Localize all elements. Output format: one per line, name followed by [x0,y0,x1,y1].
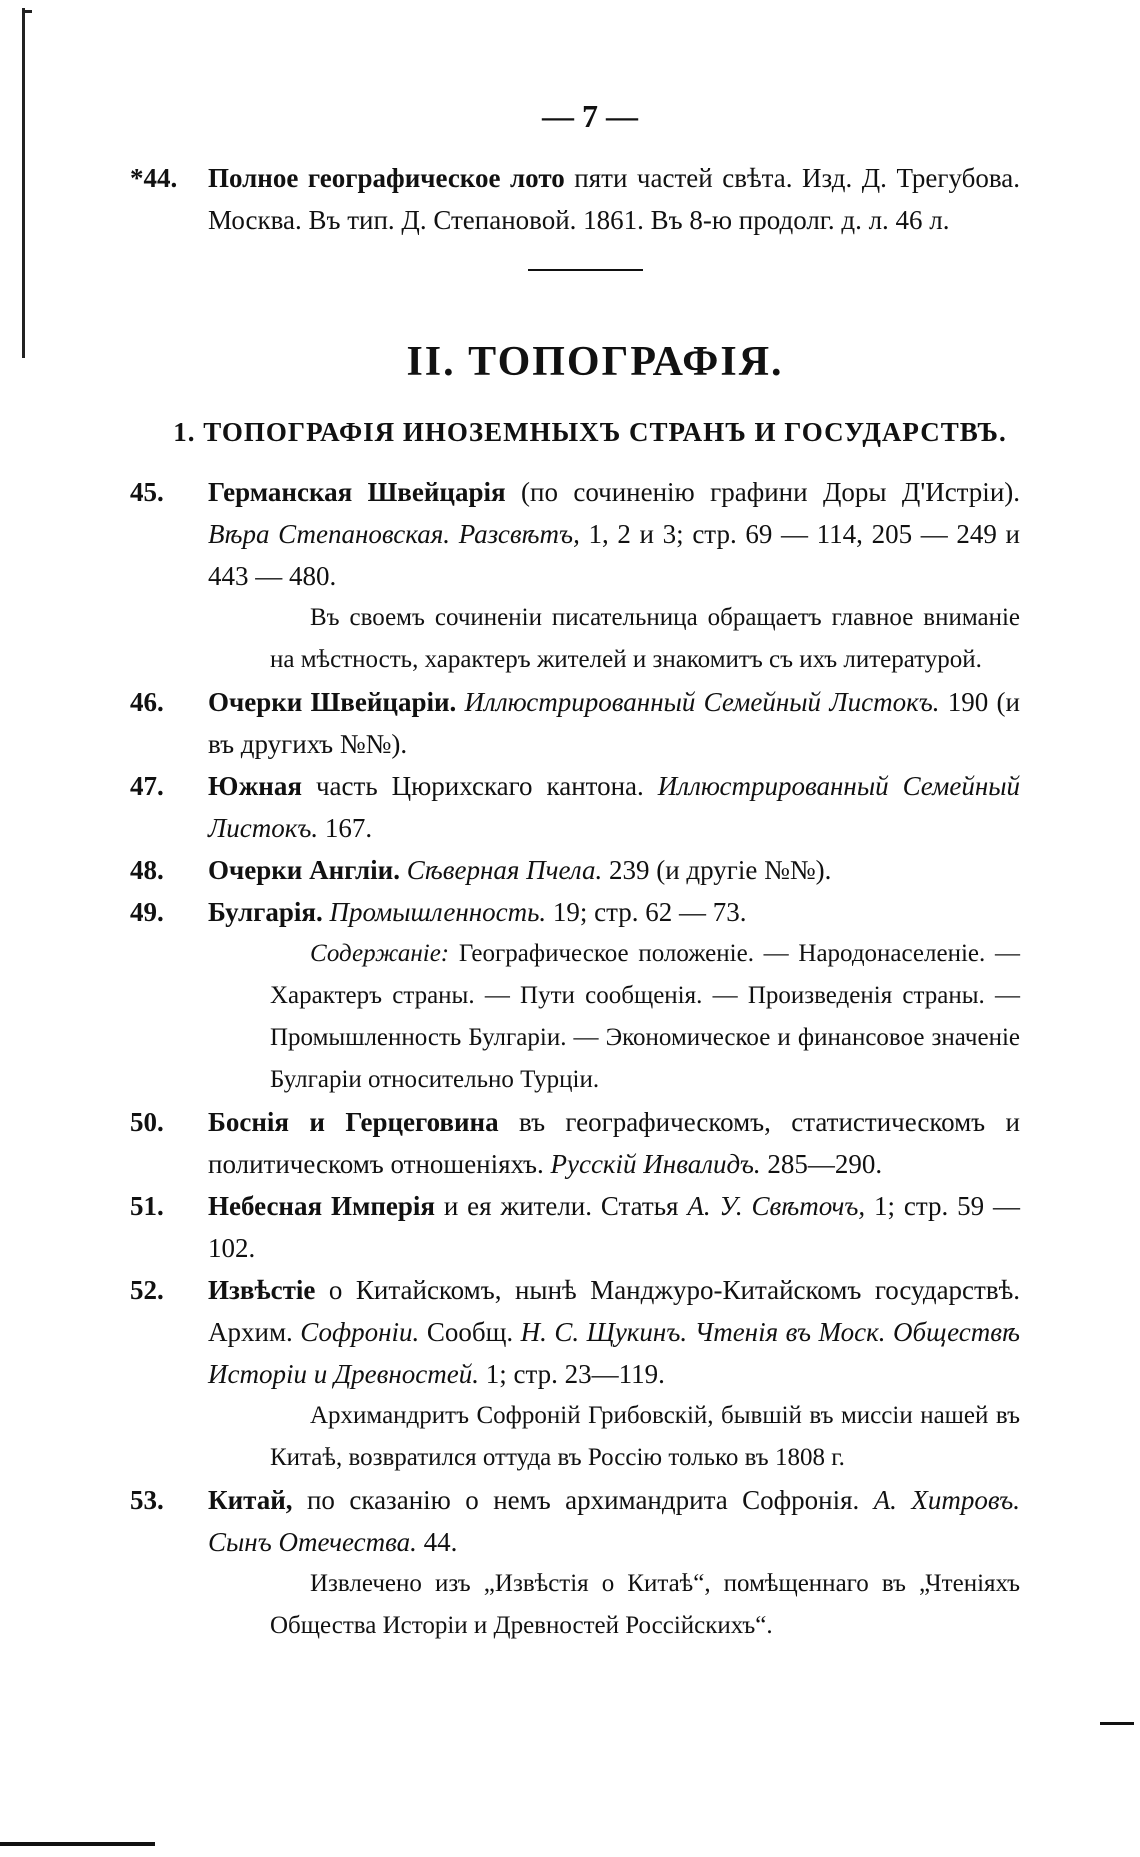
entry-44 [130,157,1020,241]
entry-source: Сѣверная Пчела. [400,855,603,885]
entry-pages: 190 (и въ другихъ №№). [208,687,1020,759]
entry-49 [130,891,1020,933]
left-margin-rule [22,8,25,358]
entry-title: Германская Швейцарія [208,477,506,507]
entry-45 [130,471,1020,597]
entry-source: Русскій Инвалидъ. [550,1149,761,1179]
entry-source: Иллюстрированный Семейный Листокъ. [456,687,940,717]
entry-number: 50. [130,1107,164,1137]
entry-pages: 1; стр. 59 — 102. [208,1191,1020,1263]
entry-source: Иллюстрированный Семейный Листокъ. [208,771,1021,843]
entry-pages: 1; стр. 23—119. [478,1359,665,1389]
entry-text: Сообщ. [419,1317,521,1347]
entry-number: 47. [130,771,164,801]
entry-pages: 1, 2 и 3; стр. 69 — 114, 205 — 249 и 443 — 480. [208,519,1021,591]
entry-source: А. Хитровъ. Сынъ Отечества. [208,1485,1020,1557]
bottom-margin-rule [0,1842,155,1846]
entry-number: 49. [130,897,164,927]
entry-source: Н. С. Щукинъ. Чтенія въ Моск. Обществѣ Исторіи и Древностей. [208,1317,1020,1389]
entry-51 [130,1185,1020,1269]
entry-title: Южная [208,771,302,801]
entry-text: часть Цюрихскаго кантона. [301,771,658,801]
entry-title: Китай, [208,1485,293,1515]
entry-author: Софроніи. [300,1317,420,1347]
entry-source: Промышленность. [322,897,547,927]
entry-title: Очерки Англіи. [208,855,400,885]
subsection-title: 1. ТОПОГРАФІЯ ИНОЗЕМНЫХЪ СТРАНЪ И ГОСУДАРСТВЪ. [173,417,1007,447]
entry-52-note: Архимандритъ Софроній Грибовскій, бывшій въ миссіи нашей въ Китаѣ, возвратился оттуда въ Россію только въ 1808 г. [270,1402,1020,1471]
entry-source: Вѣра Степановская. Разсвѣтъ, [208,519,580,549]
divider-rule [528,269,643,271]
entry-number: 48. [130,855,164,885]
entry-text: (по сочиненію графини Доры Д'Истріи). [505,477,1021,507]
entry-text: въ географическомъ, статистическомъ и политическомъ отношеніяхъ. [208,1107,1020,1179]
entry-pages: 44. [416,1527,458,1557]
entry-pages: 239 (и другіе №№). [602,855,832,885]
entry-46 [130,681,1020,765]
entry-number: 53. [130,1485,164,1515]
entry-pages: 167. [318,813,373,843]
entry-text: и ея жители. Статья [435,1191,688,1221]
entry-source: А. У. Свѣточъ, [687,1191,866,1221]
section-title: II. ТОПОГРАФІЯ. [406,339,784,385]
entry-title: Небесная Имперія [208,1191,436,1221]
entry-title: Извѣстіе [208,1275,316,1305]
entry-number: 46. [130,687,164,717]
entry-number: *44. [130,163,178,193]
entry-53 [130,1479,1020,1563]
page-number: — 7 — [542,98,638,134]
entry-49-note [130,933,1020,1101]
entry-title: Полное географическое лото [208,163,565,193]
note-label: Содержаніе: [310,940,450,967]
page-body [130,95,1020,1647]
left-margin-rule-top [22,10,32,13]
margin-mark [1100,1722,1134,1725]
entry-title: Боснія и Герцеговина [208,1107,499,1137]
entry-text: пяти частей свѣта. Изд. Д. Трегубова. Москва. Въ тип. Д. Степановой. 1861. Въ 8-ю продолг. д. л. 46 л. [208,163,1020,235]
entry-title: Булгарія. [208,897,323,927]
entry-number: 45. [130,477,164,507]
entry-48 [130,849,1020,891]
entry-number: 52. [130,1275,164,1305]
entry-52 [130,1269,1020,1395]
entry-number: 51. [130,1191,164,1221]
note-text: Географическое положеніе. — Народонаселеніе. — Характеръ страны. — Пути сообщенія. — Произведенія страны. — Промышленность Булгаріи. — Экономическое и финансовое значеніе Булгаріи относительно Турціи. [270,940,1020,1093]
entry-pages: 19; стр. 62 — 73. [546,897,747,927]
entry-pages: 285—290. [760,1149,883,1179]
entry-50 [130,1101,1020,1185]
entry-47 [130,765,1020,849]
entry-text: о Китайскомъ, нынѣ Манджуро-Китайскомъ государствѣ. Архим. [208,1275,1020,1347]
entry-45-note: Въ своемъ сочиненіи писательница обращаетъ главное вниманіе на мѣстность, характеръ жителей и знакомитъ съ ихъ литературой. [270,604,1020,673]
entry-title: Очерки Швейцаріи. [208,687,457,717]
entry-text: по сказанію о немъ архимандрита Софронія. [292,1485,874,1515]
entry-53-note: Извлечено изъ „Извѣстія о Китаѣ“, помѣщеннаго въ „Чтеніяхъ Общества Исторіи и Древностей Россійскихъ“. [270,1570,1020,1639]
